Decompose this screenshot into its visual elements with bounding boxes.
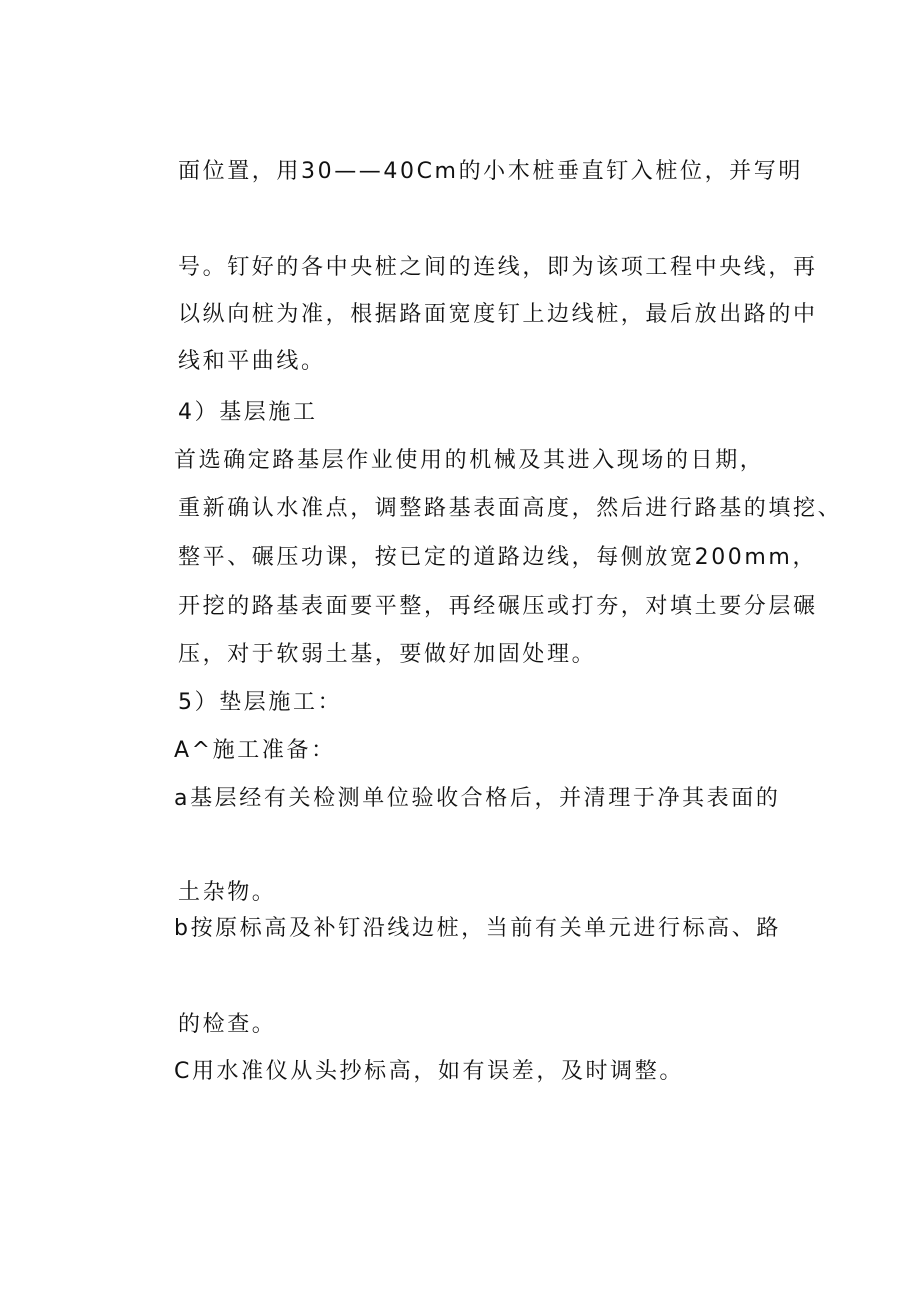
paragraph-line: 首选确定路基层作业使用的机械及其进入现场的日期，: [174, 448, 765, 473]
section-heading: 4）基层施工: [178, 400, 318, 425]
paragraph-line: a基层经有关检测单位验收合格后，并清理于净其表面的: [174, 786, 781, 811]
paragraph-line: 整平、碾压功课，按已定的道路边线，每侧放宽200mm，: [178, 545, 818, 570]
paragraph-line: 开挖的路基表面要平整，再经碾压或打夯，对填土要分层碾: [178, 594, 818, 619]
paragraph-line: 的检查。: [178, 1012, 277, 1037]
paragraph-line: 号。钉好的各中央桩之间的连线，即为该项工程中央线，再: [178, 255, 818, 280]
section-heading: 5）垫层施工：: [178, 690, 343, 715]
paragraph-line: 重新确认水准点，调整路基表面高度，然后进行路基的填挖、: [178, 496, 843, 521]
subsection-heading: A^施工准备：: [174, 738, 336, 763]
paragraph-line: 压，对于软弱土基，要做好加固处理。: [178, 642, 597, 667]
paragraph-line: 面位置，用30——40Cm的小木桩垂直钉入桩位，并写明: [178, 159, 803, 184]
paragraph-line: 土杂物。: [178, 880, 277, 905]
paragraph-line: b按原标高及补钉沿线边桩，当前有关单元进行标高、路: [174, 916, 781, 941]
paragraph-line: C用水准仪从头抄标高，如有误差，及时调整。: [174, 1059, 684, 1084]
paragraph-line: 线和平曲线。: [178, 349, 326, 374]
paragraph-line: 以纵向桩为准，根据路面宽度钉上边线桩，最后放出路的中: [178, 302, 818, 327]
